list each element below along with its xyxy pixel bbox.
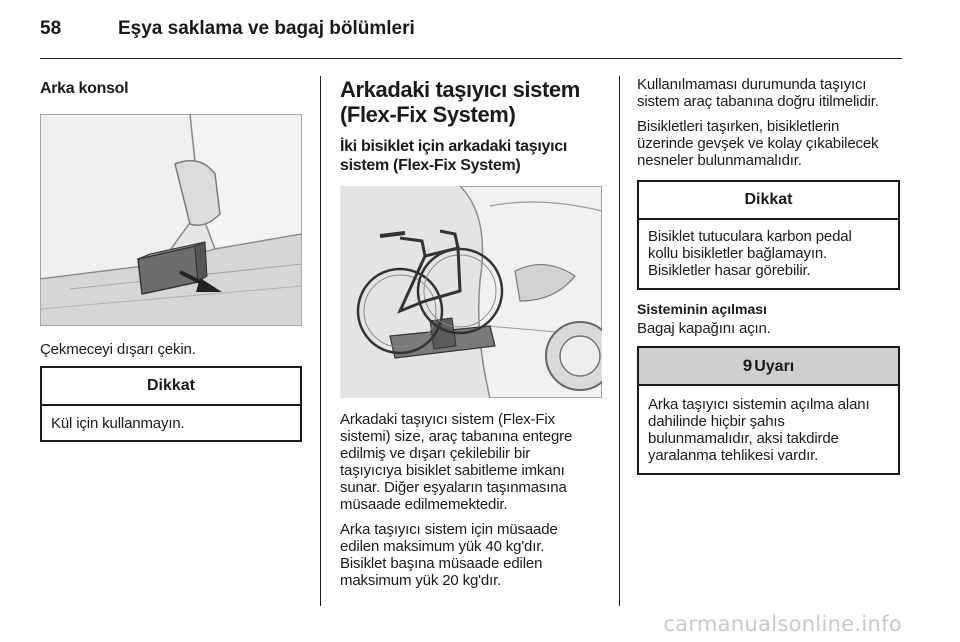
text-line: Bisiklet başına müsaade edilen [340, 555, 543, 572]
notice-box-ash [40, 366, 302, 442]
warning-triangle-icon: 9 [742, 356, 753, 375]
text-line: dahilinde hiçbir şahıs [648, 413, 785, 430]
column-flex-fix [340, 72, 602, 589]
rear-console-drawer-illustration [40, 114, 302, 326]
opening-instruction: Bagaj kapağını açın. [637, 320, 771, 337]
text-line: taşıyıcıya bisiklet sabitleme imkanı [340, 462, 565, 479]
text-line: sunar. Diğer eşyaların taşınmasına [340, 479, 567, 496]
header-divider [40, 58, 902, 59]
column-carrier-notes [637, 72, 900, 475]
notice-title: Dikkat [639, 182, 898, 220]
column-rear-console [40, 72, 302, 442]
main-heading-line-1: Arkadaki taşıyıcı sistem [340, 77, 580, 102]
main-heading-line-2: (Flex-Fix System) [340, 102, 516, 127]
sub-heading [340, 137, 602, 175]
warning-box [637, 346, 900, 475]
load-limits [340, 521, 602, 589]
warning-title-bar [639, 348, 898, 386]
figure-caption: Çekmeceyi dışarı çekin. [40, 341, 196, 358]
subsection-title-opening: Sisteminin açılması [637, 301, 767, 317]
text-line: kollu bisikletler bağlamayın. [648, 245, 828, 262]
carrier-description [340, 411, 602, 513]
notice-title: Dikkat [42, 368, 300, 406]
chapter-title: Eşya saklama ve bagaj bölümleri [118, 18, 415, 39]
warning-title: Uyarı [754, 358, 795, 375]
text-line: Arkadaki taşıyıcı sistem (Flex-Fix [340, 411, 555, 428]
text-line: Bisiklet tutuculara karbon pedal [648, 228, 852, 245]
bicycle-carrier-illustration [340, 186, 602, 398]
text-line: sistem araç tabanına doğru itilmelidir. [637, 93, 879, 110]
text-line: Arka taşıyıcı sistemin açılma alanı [648, 396, 870, 413]
main-heading [340, 77, 602, 127]
text-line: Bisikletleri taşırken, bisikletlerin [637, 118, 840, 135]
text-line: Bisikletler hasar görebilir. [648, 262, 811, 279]
text-line: sistemi) size, araç tabanına entegre [340, 428, 573, 445]
section-title-rear-console: Arka konsol [40, 80, 129, 97]
text-line: Kullanılmaması durumunda taşıyıcı [637, 76, 867, 93]
text-line: Arka taşıyıcı sistem için müsaade [340, 521, 558, 538]
text-line: edilen maksimum yük 40 kg'dır. [340, 538, 545, 555]
text-line: üzerinde gevşek ve kolay çıkabilecek [637, 135, 879, 152]
loose-objects-note [637, 118, 900, 169]
page-header [0, 0, 960, 62]
notice-text [639, 220, 898, 288]
storage-note [637, 76, 900, 110]
text-line: bulunmamalıdır, aksi takdirde [648, 430, 839, 447]
warning-text [639, 386, 898, 473]
page-number: 58 [40, 18, 62, 39]
text-line: nesneler bulunmamalıdır. [637, 152, 802, 169]
column-divider-left [320, 76, 321, 606]
text-line: yaralanma tehlikesi vardır. [648, 447, 819, 464]
text-line: maksimum yük 20 kg'dır. [340, 572, 502, 589]
notice-box-carbon-pedal [637, 180, 900, 290]
text-line: müsaade edilmemektedir. [340, 496, 508, 513]
notice-text: Kül için kullanmayın. [51, 415, 185, 432]
sub-heading-line-1: İki bisiklet için arkadaki taşıyıcı [340, 138, 567, 155]
site-watermark: carmanualsonline.info [663, 612, 902, 636]
column-divider-right [619, 76, 620, 606]
text-line: edilmiş ve dışarı çekilebilir bir [340, 445, 531, 462]
sub-heading-line-2: sistem (Flex-Fix System) [340, 157, 521, 174]
